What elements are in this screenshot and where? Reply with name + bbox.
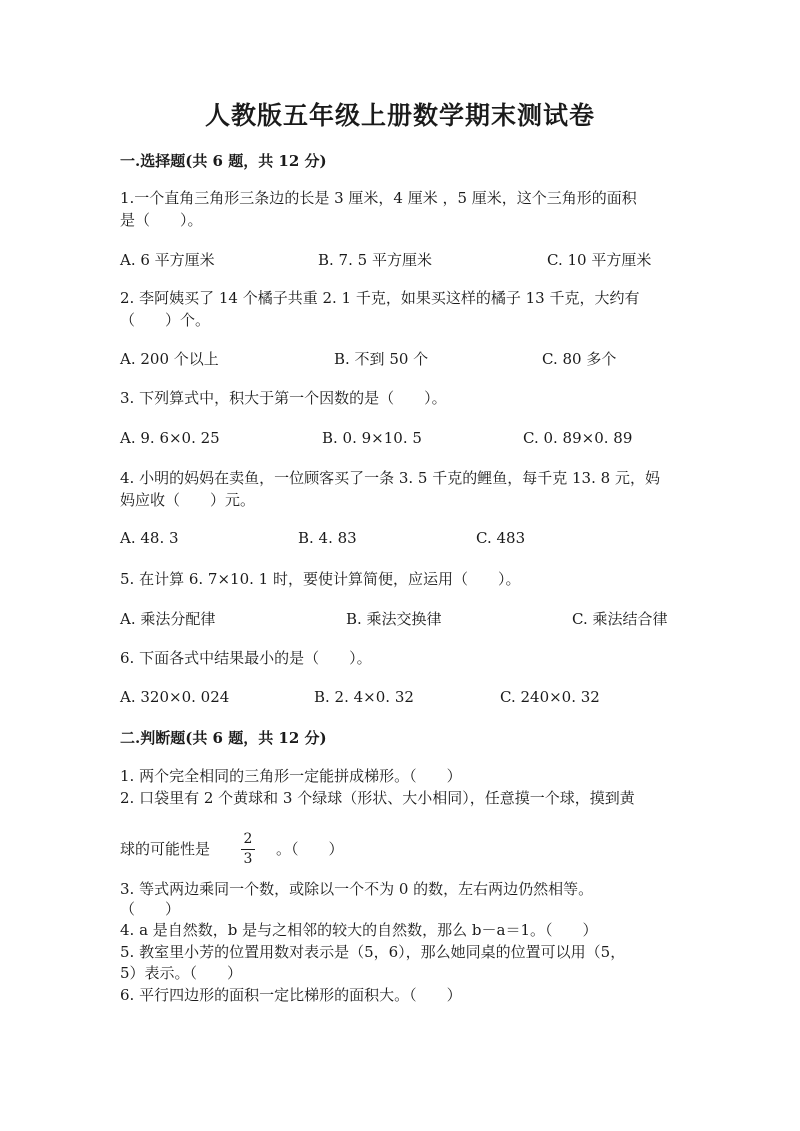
- question-text: 5. 在计算 6. 7×10. 1 时，要使计算简便，应运用（ ）。: [120, 570, 521, 588]
- option-c: C. 10 平方厘米: [547, 251, 652, 269]
- page-title: 人教版五年级上册数学期末测试卷: [204, 101, 595, 130]
- option-a: A. 乘法分配律: [120, 610, 216, 628]
- judgment-2-line1: 2. 口袋里有 2 个黄球和 3 个绿球（形状、大小相同），任意摸一个球，摸到黄: [120, 789, 635, 807]
- option-c: C. 80 多个: [542, 350, 617, 368]
- fraction-bar: [241, 849, 255, 850]
- question-text: 3. 下列算式中，积大于第一个因数的是（ ）。: [120, 389, 447, 407]
- question-text: 2. 李阿姨买了 14 个橘子共重 2. 1 千克，如果买这样的橘子 13 千克，大约有: [120, 289, 640, 307]
- judgment-3-line1: 3. 等式两边乘同一个数，或除以一个不为 0 的数，左右两边仍然相等。: [120, 880, 594, 898]
- option-a: A. 9. 6×0. 25: [120, 429, 220, 447]
- question-text: 妈应收（ ）元。: [120, 491, 256, 509]
- section-heading-choice: 一.选择题(共 6 题，共 12 分): [120, 152, 327, 170]
- option-b: B. 4. 83: [298, 529, 357, 547]
- fraction-two-thirds: [240, 831, 256, 868]
- option-a: A. 48. 3: [120, 529, 179, 547]
- option-c: C. 0. 89×0. 89: [523, 429, 633, 447]
- option-c: C. 240×0. 32: [500, 688, 600, 706]
- question-text: （ ）个。: [120, 311, 211, 329]
- question-text: 是（ ）。: [120, 211, 203, 229]
- question-1: [120, 187, 682, 231]
- judgment-1: 1. 两个完全相同的三角形一定能拼成梯形。（ ）: [120, 767, 462, 785]
- option-b: B. 7. 5 平方厘米: [318, 251, 432, 269]
- judgment-4: 4. a 是自然数，b 是与之相邻的较大的自然数，那么 b－a＝1。（ ）: [120, 921, 598, 939]
- judgment-6: 6. 平行四边形的面积一定比梯形的面积大。（ ）: [120, 986, 462, 1004]
- fraction-denominator: 3: [243, 851, 253, 867]
- option-b: B. 2. 4×0. 32: [314, 688, 414, 706]
- question-text: 4. 小明的妈妈在卖鱼，一位顾客买了一条 3. 5 千克的鲤鱼，每千克 13. 8 元，妈: [120, 469, 660, 487]
- fraction-numerator: 2: [243, 831, 253, 847]
- judgment-5-line1: 5. 教室里小芳的位置用数对表示是（5，6），那么她同桌的位置可以用（5，: [120, 943, 626, 961]
- section-heading-judgment: 二.判断题(共 6 题，共 12 分): [120, 729, 327, 747]
- judgment-2-prefix: 球的可能性是: [120, 840, 211, 858]
- judgment-2-suffix: 。（ ）: [276, 840, 344, 858]
- option-a: A. 200 个以上: [120, 350, 219, 368]
- question-5: [120, 568, 682, 590]
- judgment-3-line2: （ ）: [120, 900, 181, 918]
- question-text: 6. 下面各式中结果最小的是（ ）。: [120, 649, 372, 667]
- option-b: B. 不到 50 个: [334, 350, 429, 368]
- option-a: A. 320×0. 024: [120, 688, 230, 706]
- question-4: [120, 467, 682, 511]
- question-3: [120, 387, 682, 409]
- judgment-5-line2: 5）表示。（ ）: [120, 964, 243, 982]
- question-text: 1.一个直角三角形三条边的长是 3 厘米，4 厘米 ，5 厘米，这个三角形的面积: [120, 189, 637, 207]
- option-b: B. 0. 9×10. 5: [322, 429, 422, 447]
- option-c: C. 483: [476, 529, 526, 547]
- option-c: C. 乘法结合律: [572, 610, 668, 628]
- question-6: [120, 647, 682, 669]
- option-a: A. 6 平方厘米: [120, 251, 215, 269]
- question-2: [120, 287, 682, 331]
- option-b: B. 乘法交换律: [346, 610, 442, 628]
